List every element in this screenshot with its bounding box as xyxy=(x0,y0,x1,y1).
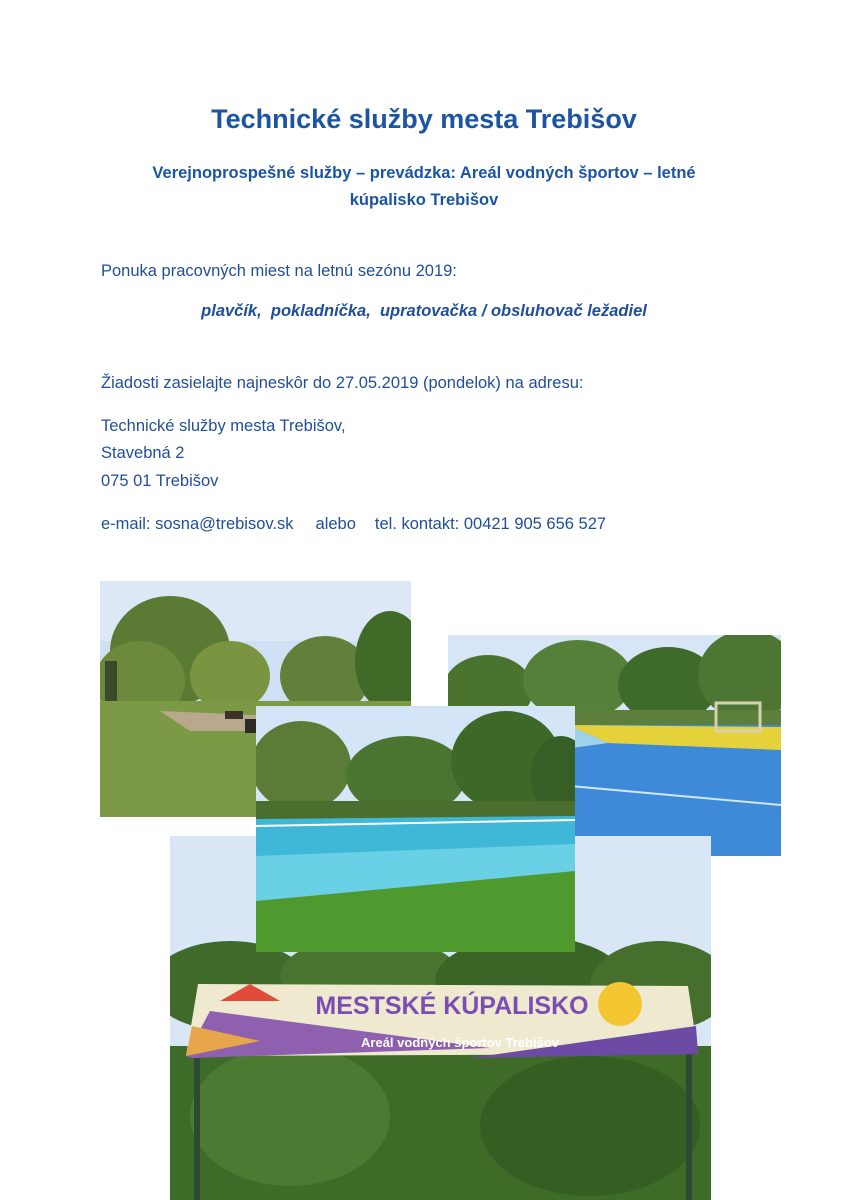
address-line-3: 075 01 Trebišov xyxy=(101,472,219,490)
sign-sub-text: Areál vodných športov Trebišov xyxy=(361,1035,559,1050)
phone-text: tel. kontakt: 00421 905 656 527 xyxy=(374,515,607,533)
sign-main-text: MESTSKÉ KÚPALISKO xyxy=(315,992,589,1020)
email-text: e-mail: sosna@trebisov.sk xyxy=(101,515,294,533)
job-positions: plavčík, pokladníčka, upratovačka / obsluhovač ležadiel xyxy=(201,302,647,320)
subtitle-line-2: kúpalisko Trebišov xyxy=(349,191,499,209)
deadline-text: Žiadosti zasielajte najneskôr do 27.05.2019 (pondelok) na adresu: xyxy=(101,374,584,392)
page-title: Technické služby mesta Trebišov xyxy=(211,104,637,134)
offer-intro: Ponuka pracovných miest na letnú sezónu 2019: xyxy=(101,262,457,280)
pool-photo xyxy=(256,706,575,952)
or-text: alebo xyxy=(315,515,356,533)
subtitle xyxy=(120,160,728,214)
address-line-1: Technické služby mesta Trebišov, xyxy=(101,417,346,435)
address-line-2: Stavebná 2 xyxy=(101,444,185,462)
contact-line xyxy=(101,515,606,534)
subtitle-line-1: Verejnoprospešné služby – prevádzka: Areál vodných športov – letné xyxy=(152,164,696,182)
